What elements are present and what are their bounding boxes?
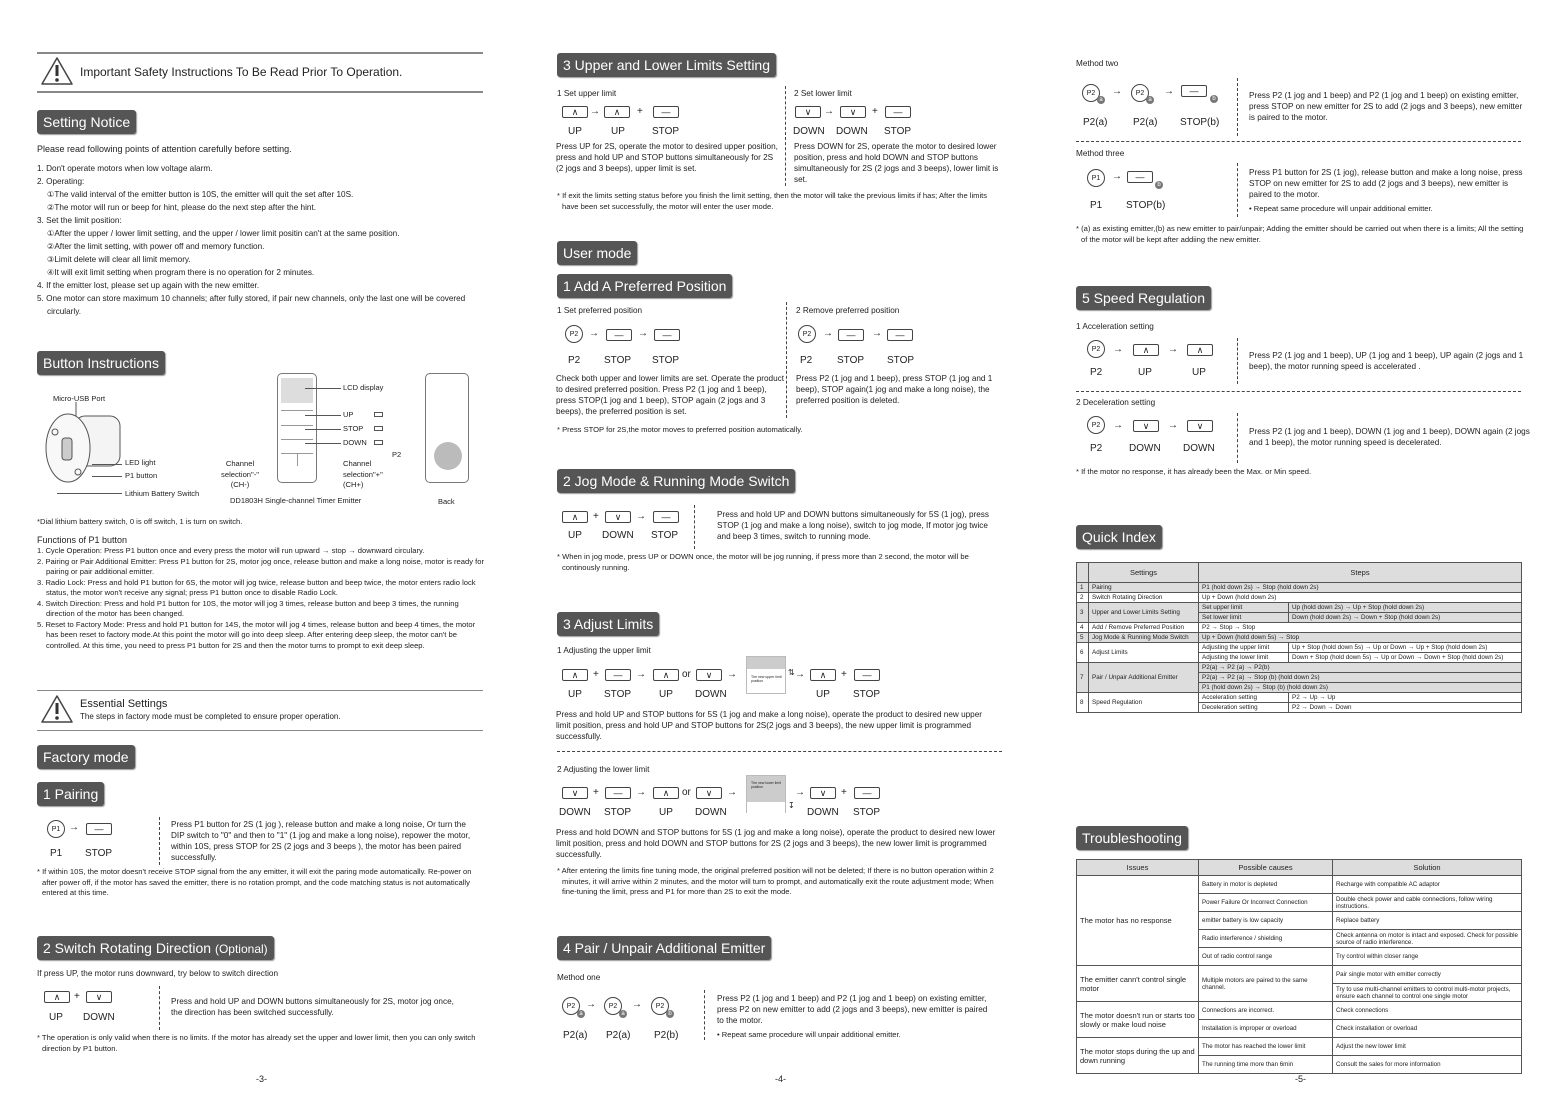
warning-icon <box>40 694 74 724</box>
section-header-jog: 2 Jog Mode & Running Mode Switch <box>557 469 795 493</box>
list-item: 5. One motor can store maximum 10 channels; after fully stored, if pair new channels, only the last one will be covered circularly. <box>37 294 466 316</box>
label-ch-plus: Channel selection"+" (CH+) <box>343 459 383 489</box>
table-row: The running time more than 6min Consult the sales for more information <box>1077 1056 1522 1074</box>
method-two-desc: Press P2 (1 jog and 1 beep) and P2 (1 jog and 1 beep) on existing emitter, press STOP on new emitter for 2S to add (2 jogs and 3 beeps), new emitter is paired to the motor. <box>1249 91 1523 122</box>
p1-functions-list <box>37 546 487 651</box>
method-title: Method two <box>1076 59 1119 68</box>
column-header: Issues <box>1077 860 1199 876</box>
preferred-note: * Press STOP for 2S,the motor moves to preferred position automatically. <box>557 425 803 434</box>
p2-icon: P2 <box>604 997 622 1015</box>
stop-button-icon: — <box>653 511 679 523</box>
table-row: 1 Pairing P1 (hold down 2s) → Stop (hold down 2s) <box>1077 583 1522 593</box>
step-label: P2 <box>1090 367 1103 378</box>
emitter-caption: DD1803H Single-channel Timer Emitter <box>230 496 362 505</box>
lower-limit-figure: The new lower limit position <box>746 775 786 813</box>
section-header-setting-notice: Setting Notice <box>37 110 136 134</box>
arrow-icon: → <box>638 328 648 339</box>
arrow-icon: → <box>1113 420 1123 431</box>
list-item: ②The motor will run or beep for hint, please do the next step after the hint. <box>47 203 317 212</box>
label-stop: STOP <box>343 424 364 433</box>
arrow-icon: → <box>1113 344 1123 355</box>
column-header: Possible causes <box>1199 860 1333 876</box>
emitter-back-figure <box>425 373 469 483</box>
up-button-icon: ∧ <box>653 669 679 681</box>
table-row: Installation is improper or overload Check installation or overload <box>1077 1020 1522 1038</box>
step-label: P2(a) <box>1133 117 1158 128</box>
table-row: 4 Add / Remove Preferred Position P2 → Stop → Stop <box>1077 623 1522 633</box>
column-header: Steps <box>1199 563 1522 583</box>
essential-subtitle: The steps in factory mode must be completed to ensure proper operation. <box>80 712 341 721</box>
step-label: UP <box>568 689 582 700</box>
list-item: 2. Operating: <box>37 177 85 186</box>
step-label: UP <box>568 530 582 541</box>
down-button-icon: ∨ <box>696 669 722 681</box>
label-down: DOWN <box>343 438 367 447</box>
section-header-quick-index: Quick Index <box>1076 525 1162 549</box>
step-label: STOP <box>652 355 680 366</box>
section-header-pairing: 1 Pairing <box>37 782 104 806</box>
table-row: Out of radio control range Try control within closer range <box>1077 948 1522 966</box>
step-label: P2 <box>568 355 581 366</box>
divider <box>37 690 483 691</box>
p2-icon: P2 <box>798 325 816 343</box>
table-row: 8 Speed Regulation Acceleration setting P2 → Up → Up <box>1077 693 1522 703</box>
step-label: P2 <box>1090 443 1103 454</box>
step-label: UP <box>568 126 582 137</box>
up-button-icon: ∧ <box>1187 344 1213 356</box>
section-header-user-mode: User mode <box>557 241 637 265</box>
page-number: -3- <box>256 1074 267 1084</box>
list-item: 3. Set the limit position: <box>37 216 122 225</box>
up-button-icon: ∧ <box>562 106 588 118</box>
switch-dir-note: * The operation is only valid when there is no limits. If the motor has already set the upper and lower limit, then you can only switch direction by P1 button. <box>37 1033 476 1053</box>
adjust-lower-desc: Press and hold DOWN and STOP buttons for 5S (1 jog and make a long noise), operate the product to desired new lower limit position, press and hold DOWN and STOP buttons for 2S (2 jogs and 3 beeps), the new lower limit is programmed successfully. <box>556 828 996 859</box>
plus-icon: + <box>841 787 847 798</box>
down-button-icon: ∨ <box>562 787 588 799</box>
arrow-icon: → <box>727 669 737 680</box>
step-label: UP <box>1138 367 1152 378</box>
pair-desc: Press P2 (1 jog and 1 beep) and P2 (1 jog and 1 beep) on existing emitter, press P2 on new emitter to add (2 jogs and 3 beeps), new emitter is paired to the motor. <box>717 994 988 1025</box>
table-row: P2(a) → P2 (a) → Stop (b) (hold down 2s) <box>1077 673 1522 683</box>
page-number: -5- <box>1295 1074 1306 1084</box>
subsection-title: 1 Set upper limit <box>557 89 617 98</box>
adjust-upper-desc: Press and hold UP and STOP buttons for 5S (1 jog and make a long noise), operate the product to desired new upper limit position, press and hold UP and STOP buttons for 2S(2 jogs and 3 beeps), the new upper limit is programmed successfully. <box>556 710 983 741</box>
section-header-pair: 4 Pair / Unpair Additional Emitter <box>557 936 771 960</box>
p1-icon: P1 <box>1087 169 1105 187</box>
divider <box>37 730 483 731</box>
arrow-icon: → <box>636 669 646 680</box>
column-header: Settings <box>1089 563 1199 583</box>
step-label: UP <box>659 807 673 818</box>
subsection-title: 1 Adjusting the upper limit <box>557 646 651 655</box>
label-p2: P2 <box>392 450 402 459</box>
pairing-desc: Press P1 button for 2S (1 jog ), release button and make a long noise, Or turn the DIP switch to "0" and then to "1" (1 jog and make a long noise), repower the motor, within 10S, press STOP for 2S (2 jogs and 3 beeps ), the motor has been paired successfully. <box>171 820 471 862</box>
arrow-icon: → <box>632 999 642 1010</box>
plus-icon: + <box>74 991 80 1002</box>
step-label: STOP <box>604 689 632 700</box>
arrow-icon: → <box>795 787 805 798</box>
stop-button-icon: — <box>1181 85 1207 97</box>
plus-icon: + <box>593 511 599 522</box>
table-row: 2 Switch Rotating Direction Up + Down (hold down 2s) <box>1077 593 1522 603</box>
pairing-note: * If within 10S, the motor doesn't receive STOP signal from the any emitter, it will exit the paring mode automatically. Re-power on after power off, if the motor has saved the emitter, there is no rotation prompt, and the code matching status is not automatically entered at this time. <box>37 867 472 897</box>
table-row: The emitter cann't control single motor Multiple motors are paired to the same channel. Pair single motor with emitter correctly <box>1077 966 1522 984</box>
page-number: -4- <box>775 1074 786 1084</box>
p2-icon: P2 <box>562 997 580 1015</box>
list-item: 5. Reset to Factory Mode: Press and hold P1 button for 14S, the motor will jog 4 times, release button and beep 4 times, the motor has been reset to factory mode.At this point the motor will go into deep sleep. After entering deep sleep, the motor can't be controlled. At this time, you need to press P1 button for 2S and then the motor turns to prompt to exit deep sleep. <box>37 619 476 650</box>
p2-icon: P2 <box>651 997 669 1015</box>
arrow-icon: → <box>1112 171 1122 182</box>
label-led-light: LED light <box>125 458 156 467</box>
p1-functions-title: Functions of P1 button <box>37 535 128 545</box>
stop-button-icon: — <box>86 823 112 835</box>
stop-button-icon: — <box>654 329 680 341</box>
lower-limit-desc: Press DOWN for 2S, operate the motor to desired lower position, press and hold DOWN and STOP buttons simultaneously for 2S (2 jogs and 3 beeps), lower limit is set. <box>794 142 999 184</box>
table-row: P1 (hold down 2s) → Stop (b) (hold down 2s) <box>1077 683 1522 693</box>
subsection-title: 2 Remove preferred position <box>796 306 900 315</box>
arrow-icon: → <box>1164 86 1174 97</box>
warning-icon <box>40 56 74 86</box>
up-button-icon: ∧ <box>604 106 630 118</box>
arrow-icon: → <box>872 328 882 339</box>
section-header-button-instructions: Button Instructions <box>37 351 165 375</box>
list-item: ①The valid interval of the emitter button is 10S, the emitter will quit the set after 10S. <box>47 190 354 199</box>
step-label: STOP <box>604 355 632 366</box>
list-item: ④It will exit limit setting when program there is no operation for 2 minutes. <box>47 268 315 277</box>
list-item: 2. Pairing or Pair Additional Emitter: Press P1 button for 2S, motor jog once, release button and make a long noise, motor is ready for pairing or pair additional emitter. <box>37 556 485 576</box>
page-4: 3 Upper and Lower Limits Setting 1 Set upper limit ∧ → ∧ + — UP UP STOP Press UP for 2S, operate the motor to desired upper position, press and hold UP and STOP buttons simultaneously for 2S (2 jogs and 3 beeps), upper limit is set. 2 Set lower limit ∨ → ∨ + — DOWN DOWN STOP Press DOWN for 2S, operate the motor to desired lower position, press and hold DOWN and STOP buttons simultaneously for 2S (2 jogs and 3 beeps), lower limit is set. * If exit the limits setting status before you finish the limit setting, then the motor will take the previous limits if has; After the limits have been set successfully, the motor will enter the user mode. User mode 1 Add A Preferred Position 1 Set preferred position P2 → — → — P2 STOP STOP Check both upper and lower limits are set. Operate the product to desired preferred position. Press P2 (1 jog and 1 beep), press STOP(1 jog and 1 beep), STOP again (2 jogs and 3 beeps), the preferred position is set. 2 Remove preferred position P2 → — → — P2 STOP STOP Press P2 (1 jog and 1 beep), press STOP (1 jog and 1 beep), STOP again(1 jog and make a long noise), the preferred position is deleted. * Press STOP for 2S,the motor moves to preferred position automatically. 2 Jog Mode & Running Mode Switch ∧ + ∨ → — UP DOWN STOP Press and hold UP and DOWN buttons simultaneously for 5S (1 jog), press STOP (1 jog and make a long noise), switch to jog mode, If motor jog twice and beep 3 times, switch to running mode. * When in jog mode, press UP or DOWN once, the motor will be jog running, if press more than 2 second, the motor will be continously running. 3 Adjust Limits 1 Adjusting the upper limit ∧ + — → ∧ or ∨ → The new upper limit position ⇅ → ∧ + — UP STOP UP DOWN UP STOP Press and hold UP and STOP buttons for 5S (1 jog and make a long noise), operate the product to desired new upper limit position, press and hold UP and STOP buttons for 2S(2 jogs and 3 beeps), the new upper limit is programmed successfully. 2 Adjusting the lower limit ∨ + — → ∧ or ∨ → The new lower limit position ↧ → ∨ + — DOWN STOP UP DOWN DOWN STOP Press and hold DOWN and STOP buttons for 5S (1 jog and make a long noise), operate the product to desired new lower limit position, press and hold DOWN and STOP buttons for 2S (2 jogs and 3 beeps), the new lower limit is programmed successfully. * After entering the limits fine tuning mode, the original preferred position will not be deleted; If there is no button operation within 2 minutes, it will arrive within 2 minutes, and the motor will turn to prompt, and automatically exit the route adjustment mode; When fine-tuning the limit, press and P1 for more than 2S to exit the mode. 4 Pair / Unpair Additional Emitter Method one P2 a → P2 a → P2 b P2(a) P2(a) P2(b) Press P2 (1 jog and 1 beep) and P2 (1 jog and 1 beep) on existing emitter, press P2 on new emitter to add (2 jogs and 3 beeps), new emitter is paired to the motor. • Repeat same procedure will unpair additional emitter. -4- <box>520 0 1040 1102</box>
up-button-icon: ∧ <box>562 511 588 523</box>
list-item: 4. Switch Direction: Press and hold P1 button for 10S, the motor will jog 3 times, release button and beep 3 times, the running direction of the motor has been changed. <box>37 598 459 618</box>
p2-icon: P2 <box>1082 84 1100 102</box>
list-item: 3. Radio Lock: Press and hold P1 button for 6S, the motor will jog twice, release button and beep twice, the motor enters radio lock status, the motor won't receive any signal; press P1 button once to disable Radio Lock. <box>37 577 476 597</box>
divider <box>37 91 483 93</box>
up-button-icon: ∧ <box>44 991 70 1003</box>
table-row: Radio interference / shielding Check antenna on motor is intact and exposed. Check for possible source of radio interference. <box>1077 930 1522 948</box>
plus-icon: + <box>872 106 878 117</box>
down-button-icon: ∨ <box>86 991 112 1003</box>
lcd-display <box>281 378 313 403</box>
section-header-preferred: 1 Add A Preferred Position <box>557 274 732 298</box>
stop-button-icon: — <box>653 106 679 118</box>
table-row: The motor stops during the up and down running The motor has reached the lower limit Adjust the new lower limit <box>1077 1038 1522 1056</box>
p2-icon: P2 <box>565 325 583 343</box>
step-label: DOWN <box>83 1012 115 1023</box>
setting-list <box>37 162 487 318</box>
down-button-icon: ∨ <box>1187 420 1213 432</box>
step-label: STOP <box>651 530 679 541</box>
stop-button-icon: — <box>838 329 864 341</box>
step-label: DOWN <box>1183 443 1215 454</box>
column-header: Solution <box>1333 860 1522 876</box>
step-label: DOWN <box>807 807 839 818</box>
step-label: STOP <box>837 355 865 366</box>
step-label: P2(a) <box>1083 117 1108 128</box>
list-item: ③Limit delete will clear all limit memory. <box>47 255 191 264</box>
method-note: * (a) as existing emitter,(b) as new emitter to pair/unpair; Adding the emitter should be carried out when there is a limits; All the setting of the motor will be kept after addiing the new emitter. <box>1076 224 1524 244</box>
emitter-figure <box>277 373 317 483</box>
arrow-icon: → <box>727 787 737 798</box>
list-item: 1. Don't operate motors when low voltage alarm. <box>37 164 213 173</box>
step-label: P2(b) <box>654 1030 679 1041</box>
accel-desc: Press P2 (1 jog and 1 beep), UP (1 jog and 1 beep), UP again (2 jogs and 1 beep), the motor running speed is accelerated . <box>1249 351 1524 371</box>
list-item: ②After the limit setting, with power off and memory function. <box>47 242 265 251</box>
method-title: Method one <box>557 973 601 982</box>
down-button-icon: ∨ <box>696 787 722 799</box>
plus-icon: + <box>593 669 599 680</box>
table-row: The motor has no response Battery in motor is depleted Recharge with compatible AC adaptor <box>1077 876 1522 894</box>
step-label: P2(a) <box>563 1030 588 1041</box>
table-row: Set lower limit Down (hold down 2s) → Down + Stop (hold down 2s) <box>1077 613 1522 623</box>
adjust-note: * After entering the limits fine tuning mode, the original preferred position will not be deleted; If there is no button operation within 2 minutes, it will arrive within 2 minutes, and the motor will turn to prompt, and automatically exit the route adjustment mode; When fine-tuning the limit, press and P1 for more than 2S to exit the mode. <box>557 866 994 896</box>
step-label: DOWN <box>793 126 825 137</box>
step-label: UP <box>1192 367 1206 378</box>
arrow-icon: → <box>1168 344 1178 355</box>
section-header-speed: 5 Speed Regulation <box>1076 286 1211 310</box>
up-button-icon: ∧ <box>562 669 588 681</box>
step-label: UP <box>816 689 830 700</box>
step-label: P2 <box>800 355 813 366</box>
table-row: 7 Pair / Unpair Additional Emitter P2(a) → P2 (a) → P2(b) <box>1077 663 1522 673</box>
safety-title: Important Safety Instructions To Be Read Prior To Operation. <box>80 65 403 79</box>
method-title: Method three <box>1076 149 1125 158</box>
step-label: STOP <box>853 807 881 818</box>
section-header-factory-mode: Factory mode <box>37 745 135 769</box>
step-label: STOP <box>604 807 632 818</box>
arrow-icon: → <box>823 328 833 339</box>
down-button-icon: ∨ <box>840 106 866 118</box>
pair-bullet: • Repeat same procedure will unpair additional emitter. <box>717 1030 901 1039</box>
plus-icon: + <box>593 787 599 798</box>
limits-note: * If exit the limits setting status before you finish the limit setting, then the motor will take the previous limits if has; After the limits have been set successfully, the motor will enter the user mode. <box>557 191 988 211</box>
arrow-icon: → <box>795 669 805 680</box>
step-label: DOWN <box>559 807 591 818</box>
step-label: P1 <box>1090 200 1103 211</box>
arrow-icon: → <box>69 822 79 833</box>
jog-note: * When in jog mode, press UP or DOWN once, the motor will be jog running, if press more than 2 second, the motor will be continously running. <box>557 552 969 572</box>
list-item: 4. If the emitter lost, please set up again with the new emitter. <box>37 281 260 290</box>
or-label: or <box>682 787 691 798</box>
switch-dir-intro: If press UP, the motor runs downward, try below to switch direction <box>37 969 279 978</box>
stop-button-icon: — <box>854 787 880 799</box>
method-three-desc: Press P1 button for 2S (1 jog), release button and make a long noise, press STOP on new emitter for 2S to add (2 jogs and 3 beeps), new emitter is paired to the motor. <box>1249 168 1523 199</box>
section-header-limits: 3 Upper and Lower Limits Setting <box>557 53 776 77</box>
method-three-bullet: • Repeat same procedure will unpair additional emitter. <box>1249 204 1433 213</box>
table-row: Try to use multi-channel emitters to control multi-motor projects, ensure each channel to control one single motor <box>1077 984 1522 1002</box>
stop-button-icon: — <box>1127 171 1153 183</box>
subsection-title: 1 Acceleration setting <box>1076 322 1154 331</box>
table-row: 6 Adjust Limits Adjusting the upper limit Up + Stop (hold down 5s) → Up or Down → Up + Stop (hold down 2s) <box>1077 643 1522 653</box>
label-up: UP <box>343 410 354 419</box>
plus-icon: + <box>637 106 643 117</box>
troubleshooting-table <box>1076 859 1522 1074</box>
down-button-icon: ∨ <box>1133 420 1159 432</box>
stop-button-icon: — <box>854 669 880 681</box>
arrow-icon: → <box>590 106 600 117</box>
arrow-icon: → <box>1112 86 1122 97</box>
step-label: STOP <box>887 355 915 366</box>
divider <box>37 52 483 54</box>
label-lcd: LCD display <box>343 383 384 392</box>
subsection-title: 1 Set preferred position <box>557 306 643 315</box>
arrow-icon: → <box>586 999 596 1010</box>
p1-icon: P1 <box>47 820 65 838</box>
quick-index-table <box>1076 562 1522 713</box>
stop-button-icon: — <box>605 787 631 799</box>
subsection-title: 2 Set lower limit <box>794 89 852 98</box>
step-label: STOP(b) <box>1180 117 1220 128</box>
table-row: Adjusting the lower limit Down + Stop (hold down 5s) → Up or Down → Down + Stop (hold down 2s) <box>1077 653 1522 663</box>
table-row: 5 Jog Mode & Running Mode Switch Up + Down (hold down 5s) → Stop <box>1077 633 1522 643</box>
decel-desc: Press P2 (1 jog and 1 beep), DOWN (1 jog and 1 beep), DOWN again (2 jogs and 1 beep), the motor running speed is decelerated. <box>1249 427 1530 447</box>
step-label: DOWN <box>602 530 634 541</box>
jog-desc: Press and hold UP and DOWN buttons simultaneously for 5S (1 jog), press STOP (1 jog and make a long noise), switch to jog mode, If motor jog twice and beep 3 times, switch to running mode. <box>717 510 989 541</box>
motor-figure <box>40 402 130 497</box>
plus-icon: + <box>841 669 847 680</box>
arrow-icon: → <box>1168 420 1178 431</box>
step-label: UP <box>611 126 625 137</box>
step-label: DOWN <box>695 807 727 818</box>
list-item: ①After the upper / lower limit setting, and the upper / lower limit positin can't at the same position. <box>47 229 400 238</box>
stop-button-icon: — <box>885 106 911 118</box>
step-label: STOP <box>652 126 680 137</box>
upper-limit-desc: Press UP for 2S, operate the motor to desired upper position, press and hold UP and STOP buttons simultaneously for 2S (2 jogs and 3 beeps), upper limit is set. <box>556 142 778 173</box>
arrow-icon: → <box>824 106 834 117</box>
p2-icon: P2 <box>1087 416 1105 434</box>
step-label: UP <box>49 1012 63 1023</box>
stop-button-icon: — <box>887 329 913 341</box>
subsection-title: 2 Deceleration setting <box>1076 398 1156 407</box>
setting-intro: Please read following points of attention carefully before setting. <box>37 144 292 154</box>
step-label: STOP <box>853 689 881 700</box>
step-label: P2(a) <box>606 1030 631 1041</box>
switch-dir-desc: Press and hold UP and DOWN buttons simultaneously for 2S, motor jog once, the direction has been switched successfully. <box>171 997 454 1017</box>
battery-cover <box>434 442 462 470</box>
page-3 <box>0 0 520 1102</box>
step-label: STOP <box>884 126 912 137</box>
table-row: 3 Upper and Lower Limits Setting Set upper limit Up (hold down 2s) → Up + Stop (hold down 2s) <box>1077 603 1522 613</box>
up-button-icon: ∧ <box>810 669 836 681</box>
table-row: The motor doesn't run or starts too slowly or make loud noise Connections are incorrect. Check connections <box>1077 1002 1522 1020</box>
essential-title: Essential Settings <box>80 698 168 710</box>
label-battery-switch: Lithium Battery Switch <box>125 489 200 498</box>
remove-preferred-desc: Press P2 (1 jog and 1 beep), press STOP (1 jog and 1 beep), STOP again(1 jog and make a long noise), the preferred position is deleted. <box>796 374 993 405</box>
step-label: STOP(b) <box>1126 200 1166 211</box>
step-label: UP <box>659 689 673 700</box>
stop-button-icon: — <box>605 669 631 681</box>
table-row: Power Failure Or Incorrect Connection Double check power and cable connections, follow wiring instructions. <box>1077 894 1522 912</box>
set-preferred-desc: Check both upper and lower limits are set. Operate the product to desired preferred position. Press P2 (1 jog and 1 beep), press STOP(1 jog and 1 beep), STOP again (2 jogs and 3 beeps), the preferred position is set. <box>556 374 785 416</box>
down-button-icon: ∨ <box>810 787 836 799</box>
dial-note: *Dial lithium battery switch, 0 is off switch, 1 is turn on switch. <box>37 517 243 526</box>
arrow-icon: → <box>636 511 646 522</box>
subsection-title: 2 Adjusting the lower limit <box>557 765 650 774</box>
step-label: STOP <box>85 848 113 859</box>
up-button-icon: ∧ <box>1133 344 1159 356</box>
arrow-icon: → <box>589 328 599 339</box>
label-micro-usb: Micro-USB Port <box>53 394 106 403</box>
step-label: P1 <box>50 848 63 859</box>
stop-button-icon: — <box>606 329 632 341</box>
step-label: DOWN <box>695 689 727 700</box>
table-row: emitter battery is low capacity Replace battery <box>1077 912 1522 930</box>
section-header-switch-direction: 2 Switch Rotating Direction (Optional) <box>37 936 274 960</box>
label-ch-minus: Channel selection"-" (CH-) <box>221 459 259 489</box>
p2-icon: P2 <box>1131 84 1149 102</box>
section-header-troubleshooting: Troubleshooting <box>1076 826 1188 850</box>
p2-icon: P2 <box>1087 340 1105 358</box>
speed-note: * If the motor no response, it has already been the Max. or Min speed. <box>1076 467 1312 476</box>
down-button-icon: ∨ <box>795 106 821 118</box>
list-item: 1. Cycle Operation: Press P1 button once and every press the motor will run upward → stop → downward circulary. <box>37 546 425 555</box>
section-header-adjust: 3 Adjust Limits <box>557 612 659 636</box>
up-button-icon: ∧ <box>653 787 679 799</box>
or-label: or <box>682 669 691 680</box>
step-label: DOWN <box>836 126 868 137</box>
page-5: Method two P2 a → P2 a → — b P2(a) P2(a) STOP(b) Press P2 (1 jog and 1 beep) and P2 (1 jog and 1 beep) on existing emitter, press STOP on new emitter for 2S to add (2 jogs and 3 beeps), new emitter is paired to the motor. Method three P1 → — b P1 STOP(b) Press P1 button for 2S (1 jog), release button and make a long noise, press STOP on new emitter for 2S to add (2 jogs and 3 beeps), new emitter is paired to the motor. • Repeat same procedure will unpair additional emitter. * (a) as existing emitter,(b) as new emitter to pair/unpair; Adding the emitter should be carried out when there is a limits; All the setting of the motor will be kept after addiing the new emitter. 5 Speed Regulation 1 Acceleration setting P2 → ∧ → ∧ P2 UP UP Press P2 (1 jog and 1 beep), UP (1 jog and 1 beep), UP again (2 jogs and 1 beep), the motor running speed is accelerated . 2 Deceleration setting P2 → ∨ → ∨ P2 DOWN DOWN Press P2 (1 jog and 1 beep), DOWN (1 jog and 1 beep), DOWN again (2 jogs and 1 beep), the motor running speed is decelerated. * If the motor no response, it has already been the Max. or Min speed. Quick Index Settings Steps 1 Pairing P1 (hold down 2s) → Stop (hold down 2s) 2 Switch Rotating Direction Up + Down (hold down 2s) 3 Upper and Lower Limits Setting Set upper limit Up (hold down 2s) → Up + Stop (hold down 2s) Set lower limit Down (hold down 2s) → Down + Stop (hold down 2s) 4 Add / Remove Preferred Position P2 → Stop → Stop 5 Jog Mode & Running Mode Switch Up + Down (hold down 5s) → Stop 6 Adjust Limits Adjusting the upper limit Up + Stop (hold down 5s) → Up or Down → Up + Stop (hold down 2s) Adjusting the lower limit Down + Stop (hold down 5s) → Up or Down → Down + Stop (hold down 2s) 7 Pair / Unpair Additional Emitter P2(a) → P2 (a) → P2(b) P2(a) → P2 (a) → Stop (b) (hold down 2s) P1 (hold down 2s) → Stop (b) (hold down 2s) 8 Speed Regulation Acceleration setting P2 → Up → Up Deceleration setting P2 → Down → Down Troubleshooting Issues Possible causes Solution The motor has no response Battery in motor is depleted Recharge with compatible AC adaptor Power Failure Or Incorrect Connection Double check power and cable connections, follow wiring instructions. emitter battery is low capacity Replace battery Radio interference / shielding Check antenna on motor is intact and exposed. Check for possible source of radio interference. Out of radio control range Try control within closer range The emitter cann't control single motor Multiple motors are paired to the same channel. Pair single motor with emitter correctly Try to use multi-channel emitters to control multi-motor projects, ensure each channel to control one single motor The motor doesn't run or starts too slowly or make loud noise Connections are incorrect. Check connections Installation is improper or overload Check installation or overload The motor stops during the up and down running The motor has reached the lower limit Adjust the new lower limit The running time more than 6min Consult the sales for more information -5- <box>1040 0 1559 1102</box>
back-caption: Back <box>438 497 455 506</box>
down-button-icon: ∨ <box>605 511 631 523</box>
step-label: DOWN <box>1129 443 1161 454</box>
upper-limit-figure: The new upper limit position <box>746 656 786 694</box>
table-row: Deceleration setting P2 → Down → Down <box>1077 703 1522 713</box>
label-p1-button: P1 button <box>125 471 158 480</box>
arrow-icon: → <box>636 787 646 798</box>
